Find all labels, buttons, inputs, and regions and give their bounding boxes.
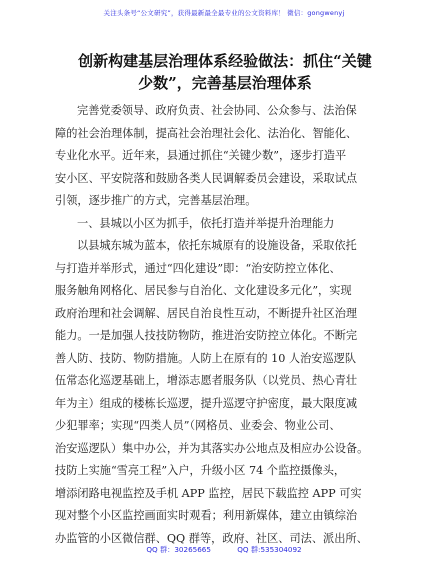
body-line: 以县城东城为蓝本，依托东城原有的设施设备，采取依托 (77, 239, 357, 252)
body-line: 技防上实施“雪亮工程”入户，升级小区 74 个监控摄像头， (55, 464, 346, 477)
footer (0, 545, 448, 555)
body-line: 办监管的小区微信群、QQ 群等，政府、社区、司法、派出所、 (55, 531, 368, 545)
body-line: 伍常态化巡逻基础上，增添志愿者服务队（以党员、热心青壮 (55, 374, 358, 387)
body-line: 与打造并举形式，通过“四化建设”即：“治安防控立体化、 (55, 261, 341, 275)
title-line: 少数”，完善基层治理体系 (138, 74, 312, 92)
body-line: 年为主）组成的楼栋长巡逻，提升巡逻守护密度，最大限度减 (55, 396, 358, 410)
body-line: 治安巡逻队）集中办公，并为其落实办公地点及相应办公设备。 (55, 441, 369, 455)
footer-qq-group-2: QQ 群:535304092 (237, 545, 302, 554)
body-line: 少犯罪率；实现“四类人员”（网格员、业委会、物业公司、 (55, 419, 341, 432)
document-title (56, 50, 394, 94)
body-line: 能力。一是加强人技技防物防，推进治安防控立体化。不断完 (55, 329, 358, 342)
body-line: 增添闭路电视监控及手机 APP 监控，居民下载监控 APP 可实 (55, 486, 362, 500)
title-line: 创新构建基层治理体系经验做法：抓住“关键 (78, 52, 372, 70)
body-line: 障的社会治理体制，提高社会治理社会化、法治化、智能化、 (55, 126, 358, 140)
body-line: 现对整个小区监控画面实时观看；利用新媒体，建立由镇综治 (55, 509, 358, 522)
footer-qq-group-1: QQ 群：30265665 (146, 545, 211, 554)
document-body (55, 100, 397, 550)
body-line: 专业化水平。近年来，县通过抓住“关键少数”，逐步打造平 (55, 149, 347, 162)
body-line: 服务触角网格化、居民参与自治化、文化建设多元化”，实现 (55, 284, 352, 297)
section-heading: 一、县城以小区为抓手，依托打造并举提升治理能力 (77, 216, 335, 230)
body-line: 完善党委领导、政府负责、社会协同、公众参与、法治保 (77, 104, 357, 117)
body-line: 政府治理和社会调解、居民自治良性互动，不断提升社区治理 (55, 306, 358, 320)
body-line: 引领，逐步推广的方式，完善基层治理。 (55, 194, 257, 207)
body-line: 善人防、技防、物防措施。人防上在原有的 10 人治安巡逻队 (55, 351, 357, 365)
header-note: 关注头条号“公文研究”，获得最新最全最专业的公文资料库！ 微信：gongwenyj (103, 9, 345, 17)
body-line: 安小区、平安院落和鼓励各类人民调解委员会建设，采取试点 (55, 171, 358, 185)
